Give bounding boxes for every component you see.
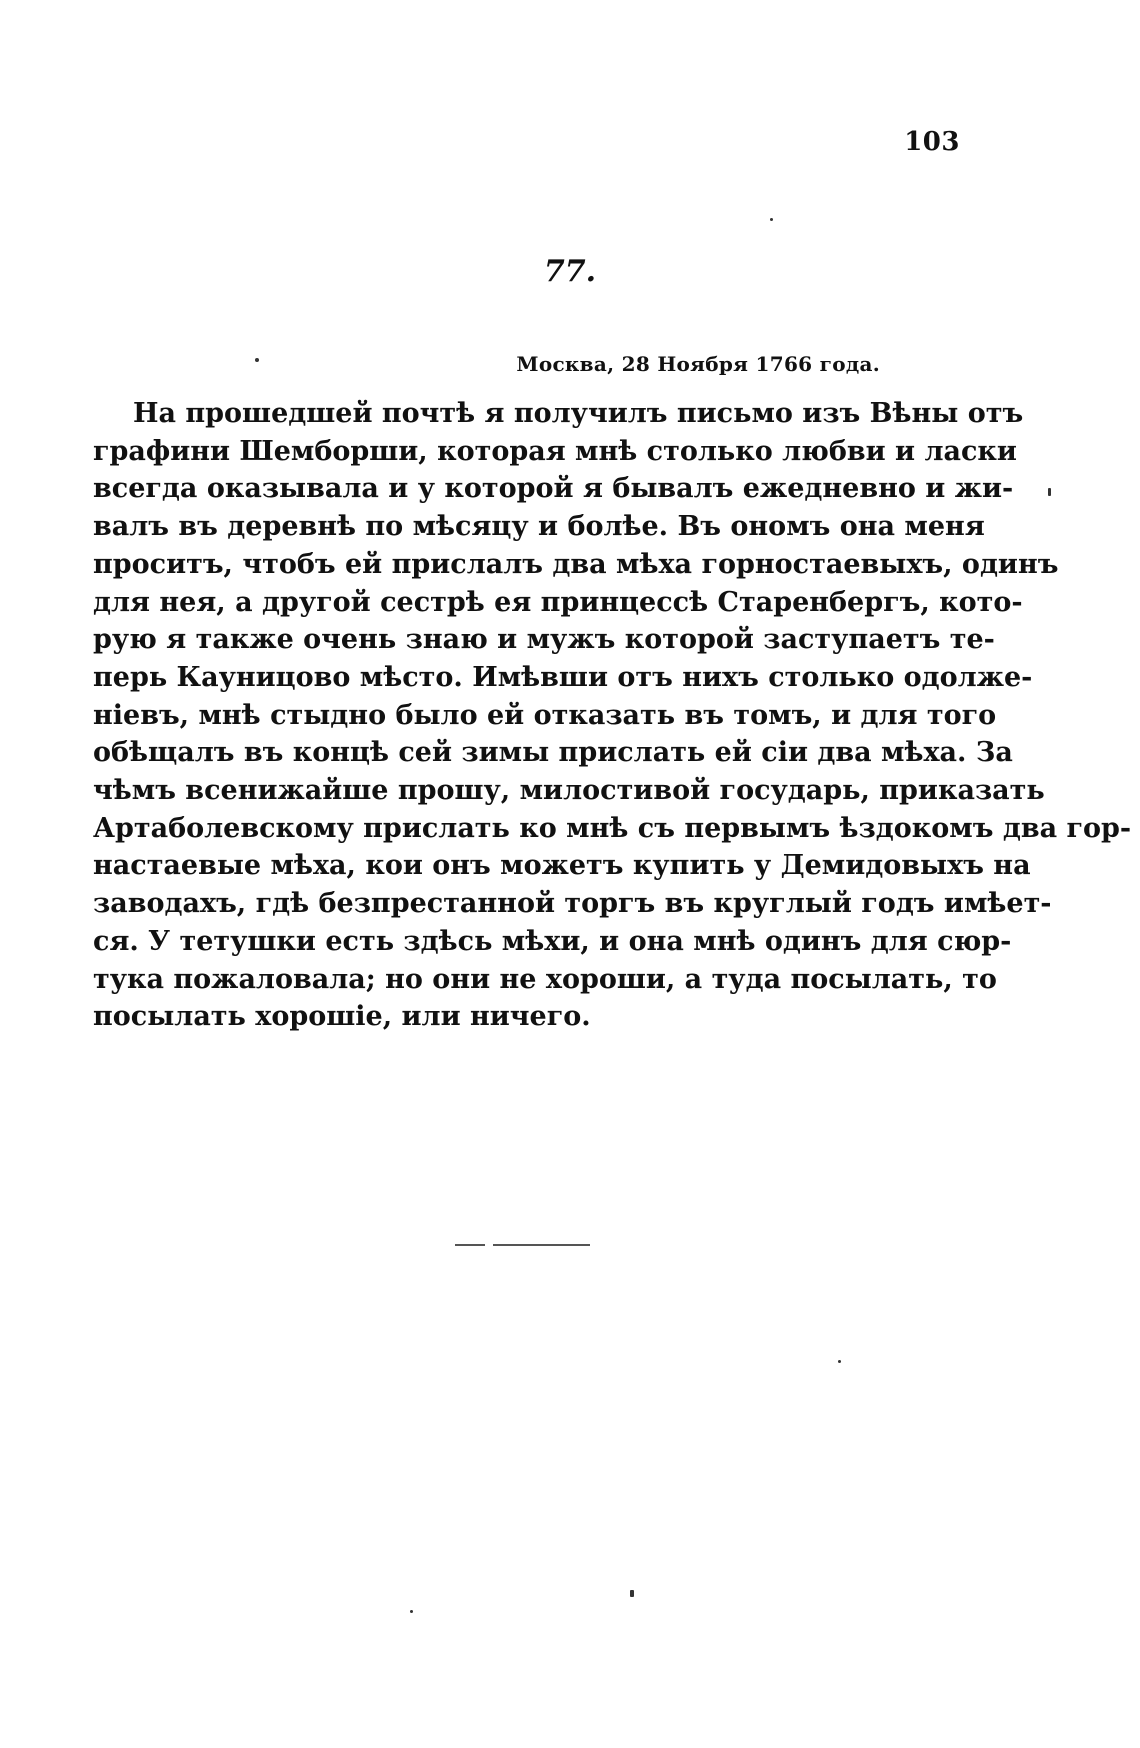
scan-speck — [838, 1360, 841, 1363]
page-number: 103 — [904, 127, 960, 157]
letter-body — [93, 395, 1132, 1036]
end-rule — [455, 1244, 590, 1246]
scan-speck — [770, 218, 773, 221]
body-line: ніевъ, мнѣ стыдно было ей отказать въ томъ, и для того — [93, 699, 997, 731]
body-line: рую я также очень знаю и мужъ которой заступаетъ те- — [93, 624, 995, 656]
scan-speck — [410, 1610, 413, 1613]
scan-speck — [255, 358, 259, 362]
body-line: перь Кауницово мѣсто. Имѣвши отъ нихъ столько одолже- — [93, 661, 1033, 693]
body-line: всегда оказывала и у которой я бывалъ ежедневно и жи- — [93, 473, 1014, 505]
body-line: настаевые мѣха, кои онъ можетъ купить у Демидовыхъ на — [93, 850, 1031, 882]
body-line: посылать хорошіе, или ничего. — [93, 1001, 591, 1033]
scan-speck — [630, 1590, 634, 1597]
body-line: заводахъ, гдѣ безпрестанной торгъ въ круглый годъ имѣет- — [93, 888, 1052, 920]
letter-number: 77. — [543, 254, 597, 289]
body-line: валъ въ деревнѣ по мѣсяцу и болѣе. Въ ономъ она меня — [93, 511, 985, 543]
body-line: чѣмъ всенижайше прошу, милостивой государь, приказать — [93, 775, 1045, 807]
body-line: обѣщалъ въ концѣ сей зимы прислать ей сіи два мѣха. За — [93, 737, 1013, 769]
body-line: Артаболевскому прислать ко мнѣ съ первымъ ѣздокомъ два гор- — [93, 812, 1132, 844]
scan-speck — [1048, 488, 1051, 496]
body-line: На прошедшей почтѣ я получилъ письмо изъ Вѣны отъ — [133, 398, 1024, 429]
body-line: графини Шемборши, которая мнѣ столько любви и ласки — [93, 435, 1017, 467]
body-line: ся. У тетушки есть здѣсь мѣхи, и она мнѣ одинъ для сюр- — [93, 925, 1012, 957]
body-line: тука пожаловала; но они не хороши, а туда посылать, то — [93, 963, 997, 995]
body-line: проситъ, чтобъ ей прислалъ два мѣха горностаевыхъ, одинъ — [93, 548, 1059, 580]
dateline: Москва, 28 Ноября 1766 года. — [516, 352, 880, 376]
body-line: для нея, а другой сестрѣ ея принцессѣ Старенбергъ, кото- — [93, 586, 1023, 618]
